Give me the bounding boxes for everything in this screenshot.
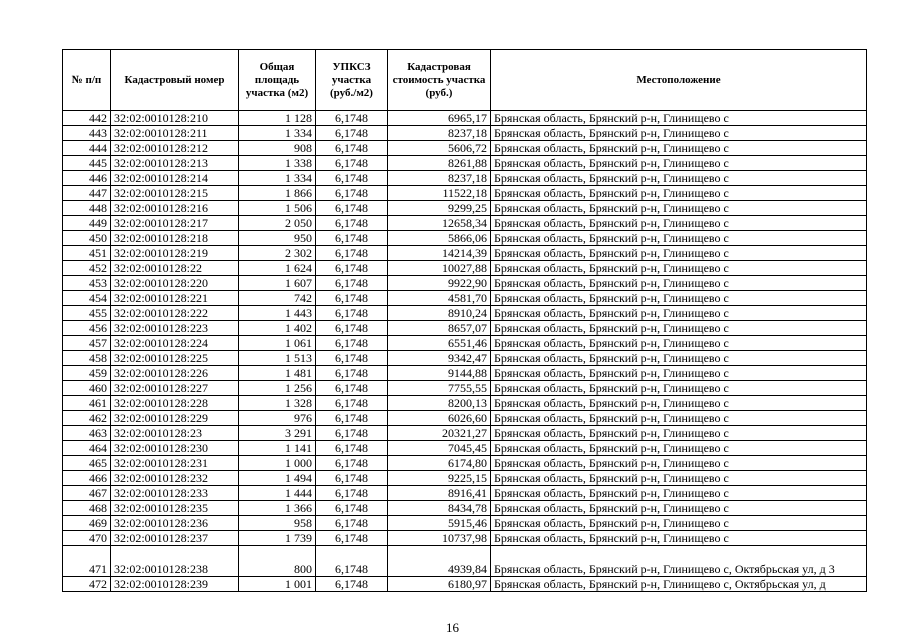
cell-cadastral-number: 32:02:0010128:217 <box>111 216 239 231</box>
cell-cadastral-value: 9922,90 <box>388 276 491 291</box>
cell-num: 452 <box>63 261 111 276</box>
cell-num: 462 <box>63 411 111 426</box>
cell-location: Брянская область, Брянский р-н, Глинищево с <box>491 351 867 366</box>
cell-cadastral-number: 32:02:0010128:214 <box>111 171 239 186</box>
cell-upksz: 6,1748 <box>316 186 388 201</box>
table-row <box>63 321 867 336</box>
table-row <box>63 246 867 261</box>
cell-location: Брянская область, Брянский р-н, Глинищево с <box>491 381 867 396</box>
cell-upksz: 6,1748 <box>316 396 388 411</box>
table-row <box>63 411 867 426</box>
header-area: Общая площадь участка (м2) <box>239 50 316 111</box>
table-row <box>63 471 867 486</box>
table-row <box>63 276 867 291</box>
cell-location: Брянская область, Брянский р-н, Глинищево с <box>491 111 867 126</box>
cell-num: 456 <box>63 321 111 336</box>
cell-upksz: 6,1748 <box>316 381 388 396</box>
cell-upksz: 6,1748 <box>316 171 388 186</box>
cell-area: 908 <box>239 141 316 156</box>
cell-area: 1 443 <box>239 306 316 321</box>
cell-num: 463 <box>63 426 111 441</box>
header-cadastral-value: Кадастровая стоимость участка (руб.) <box>388 50 491 111</box>
cell-upksz: 6,1748 <box>316 577 388 592</box>
cell-location: Брянская область, Брянский р-н, Глинищево с <box>491 156 867 171</box>
header-num: № п/п <box>63 50 111 111</box>
cell-cadastral-number: 32:02:0010128:236 <box>111 516 239 531</box>
cell-cadastral-value: 9225,15 <box>388 471 491 486</box>
cell-location: Брянская область, Брянский р-н, Глинищево с <box>491 516 867 531</box>
cell-area: 1 001 <box>239 577 316 592</box>
table-row <box>63 231 867 246</box>
table-row <box>63 456 867 471</box>
cell-area: 1 338 <box>239 156 316 171</box>
cell-upksz: 6,1748 <box>316 486 388 501</box>
cell-cadastral-number: 32:02:0010128:212 <box>111 141 239 156</box>
table-row <box>63 186 867 201</box>
cell-area: 1 328 <box>239 396 316 411</box>
cell-area: 800 <box>239 546 316 577</box>
cell-cadastral-value: 11522,18 <box>388 186 491 201</box>
cell-area: 1 866 <box>239 186 316 201</box>
cell-cadastral-number: 32:02:0010128:226 <box>111 366 239 381</box>
cell-cadastral-number: 32:02:0010128:22 <box>111 261 239 276</box>
cell-cadastral-value: 8261,88 <box>388 156 491 171</box>
cell-upksz: 6,1748 <box>316 351 388 366</box>
cell-cadastral-value: 9144,88 <box>388 366 491 381</box>
cell-upksz: 6,1748 <box>316 501 388 516</box>
cell-num: 467 <box>63 486 111 501</box>
table-row <box>63 531 867 546</box>
cell-upksz: 6,1748 <box>316 456 388 471</box>
cell-area: 1 334 <box>239 171 316 186</box>
cell-cadastral-value: 6174,80 <box>388 456 491 471</box>
cell-upksz: 6,1748 <box>316 126 388 141</box>
cell-location: Брянская область, Брянский р-н, Глинищево с <box>491 186 867 201</box>
cell-upksz: 6,1748 <box>316 276 388 291</box>
cell-cadastral-value: 8200,13 <box>388 396 491 411</box>
cell-cadastral-value: 9299,25 <box>388 201 491 216</box>
cell-upksz: 6,1748 <box>316 156 388 171</box>
cell-cadastral-number: 32:02:0010128:223 <box>111 321 239 336</box>
cell-cadastral-number: 32:02:0010128:233 <box>111 486 239 501</box>
cell-num: 464 <box>63 441 111 456</box>
cell-location: Брянская область, Брянский р-н, Глинищево с <box>491 126 867 141</box>
table-row <box>63 486 867 501</box>
cell-num: 472 <box>63 577 111 592</box>
cell-area: 1 061 <box>239 336 316 351</box>
cell-cadastral-value: 8910,24 <box>388 306 491 321</box>
cell-num: 471 <box>63 546 111 577</box>
cell-num: 446 <box>63 171 111 186</box>
cell-upksz: 6,1748 <box>316 231 388 246</box>
cell-upksz: 6,1748 <box>316 306 388 321</box>
cell-location: Брянская область, Брянский р-н, Глинищево с <box>491 261 867 276</box>
cell-num: 448 <box>63 201 111 216</box>
cell-cadastral-value: 8237,18 <box>388 171 491 186</box>
cell-cadastral-value: 12658,34 <box>388 216 491 231</box>
cell-num: 468 <box>63 501 111 516</box>
cell-upksz: 6,1748 <box>316 411 388 426</box>
cell-area: 1 402 <box>239 321 316 336</box>
cell-cadastral-number: 32:02:0010128:225 <box>111 351 239 366</box>
cell-cadastral-number: 32:02:0010128:239 <box>111 577 239 592</box>
cell-cadastral-value: 9342,47 <box>388 351 491 366</box>
cell-cadastral-value: 8657,07 <box>388 321 491 336</box>
cell-area: 1 624 <box>239 261 316 276</box>
cell-cadastral-number: 32:02:0010128:238 <box>111 546 239 577</box>
cell-location: Брянская область, Брянский р-н, Глинищево с <box>491 471 867 486</box>
cell-num: 470 <box>63 531 111 546</box>
cell-area: 742 <box>239 291 316 306</box>
cell-num: 460 <box>63 381 111 396</box>
header-location: Местоположение <box>491 50 867 111</box>
cell-num: 447 <box>63 186 111 201</box>
cell-cadastral-value: 5606,72 <box>388 141 491 156</box>
cell-num: 455 <box>63 306 111 321</box>
cell-num: 444 <box>63 141 111 156</box>
cell-location: Брянская область, Брянский р-н, Глинищево с <box>491 231 867 246</box>
cell-cadastral-number: 32:02:0010128:213 <box>111 156 239 171</box>
cell-upksz: 6,1748 <box>316 261 388 276</box>
cell-cadastral-value: 10027,88 <box>388 261 491 276</box>
cell-num: 445 <box>63 156 111 171</box>
table-row <box>63 261 867 276</box>
table-row <box>63 336 867 351</box>
cell-num: 465 <box>63 456 111 471</box>
cell-upksz: 6,1748 <box>316 111 388 126</box>
table-row <box>63 306 867 321</box>
cell-cadastral-value: 7045,45 <box>388 441 491 456</box>
table-row <box>63 546 867 577</box>
cell-area: 2 050 <box>239 216 316 231</box>
cell-num: 454 <box>63 291 111 306</box>
cell-num: 466 <box>63 471 111 486</box>
cell-area: 1 000 <box>239 456 316 471</box>
cell-cadastral-number: 32:02:0010128:211 <box>111 126 239 141</box>
cell-location: Брянская область, Брянский р-н, Глинищево с <box>491 366 867 381</box>
cell-num: 449 <box>63 216 111 231</box>
table-row <box>63 351 867 366</box>
table-row <box>63 291 867 306</box>
cell-upksz: 6,1748 <box>316 201 388 216</box>
cell-cadastral-value: 8434,78 <box>388 501 491 516</box>
cell-area: 976 <box>239 411 316 426</box>
cell-area: 950 <box>239 231 316 246</box>
cell-num: 450 <box>63 231 111 246</box>
cell-cadastral-number: 32:02:0010128:231 <box>111 456 239 471</box>
cell-area: 1 444 <box>239 486 316 501</box>
cadastral-table <box>62 49 867 592</box>
cell-location: Брянская область, Брянский р-н, Глинищево с <box>491 456 867 471</box>
cell-location: Брянская область, Брянский р-н, Глинищево с <box>491 246 867 261</box>
cell-num: 457 <box>63 336 111 351</box>
cell-area: 1 334 <box>239 126 316 141</box>
cell-area: 3 291 <box>239 426 316 441</box>
cell-cadastral-value: 6551,46 <box>388 336 491 351</box>
cell-cadastral-number: 32:02:0010128:230 <box>111 441 239 456</box>
cell-location: Брянская область, Брянский р-н, Глинищево с <box>491 396 867 411</box>
cell-cadastral-value: 8916,41 <box>388 486 491 501</box>
cell-upksz: 6,1748 <box>316 546 388 577</box>
cell-area: 1 128 <box>239 111 316 126</box>
cell-cadastral-value: 5866,06 <box>388 231 491 246</box>
cell-num: 461 <box>63 396 111 411</box>
cell-area: 1 607 <box>239 276 316 291</box>
cell-area: 1 366 <box>239 501 316 516</box>
cell-area: 1 481 <box>239 366 316 381</box>
cell-upksz: 6,1748 <box>316 246 388 261</box>
cell-area: 1 141 <box>239 441 316 456</box>
cell-cadastral-number: 32:02:0010128:216 <box>111 201 239 216</box>
cell-location: Брянская область, Брянский р-н, Глинищево с <box>491 426 867 441</box>
cell-location: Брянская область, Брянский р-н, Глинищево с <box>491 141 867 156</box>
cell-location: Брянская область, Брянский р-н, Глинищево с <box>491 171 867 186</box>
cell-area: 1 739 <box>239 531 316 546</box>
table-row <box>63 111 867 126</box>
cell-area: 1 494 <box>239 471 316 486</box>
cell-location: Брянская область, Брянский р-н, Глинищево с <box>491 201 867 216</box>
cell-upksz: 6,1748 <box>316 516 388 531</box>
table-body <box>63 111 867 592</box>
table-row <box>63 426 867 441</box>
cell-cadastral-number: 32:02:0010128:227 <box>111 381 239 396</box>
cell-cadastral-number: 32:02:0010128:224 <box>111 336 239 351</box>
cell-cadastral-value: 10737,98 <box>388 531 491 546</box>
cell-upksz: 6,1748 <box>316 336 388 351</box>
cell-cadastral-number: 32:02:0010128:235 <box>111 501 239 516</box>
cell-area: 2 302 <box>239 246 316 261</box>
cell-cadastral-value: 14214,39 <box>388 246 491 261</box>
cell-cadastral-value: 6965,17 <box>388 111 491 126</box>
table-row <box>63 201 867 216</box>
cell-upksz: 6,1748 <box>316 141 388 156</box>
cell-cadastral-value: 5915,46 <box>388 516 491 531</box>
cell-cadastral-value: 20321,27 <box>388 426 491 441</box>
table-row <box>63 501 867 516</box>
cell-num: 453 <box>63 276 111 291</box>
table-row <box>63 366 867 381</box>
cell-location: Брянская область, Брянский р-н, Глинищево с <box>491 531 867 546</box>
table-row <box>63 126 867 141</box>
cell-area: 1 256 <box>239 381 316 396</box>
cell-location: Брянская область, Брянский р-н, Глинищево с, Октябрьская ул, д <box>491 577 867 592</box>
cell-cadastral-number: 32:02:0010128:222 <box>111 306 239 321</box>
table-row <box>63 171 867 186</box>
cell-upksz: 6,1748 <box>316 426 388 441</box>
table-row <box>63 577 867 592</box>
cell-upksz: 6,1748 <box>316 441 388 456</box>
cell-area: 958 <box>239 516 316 531</box>
cell-cadastral-number: 32:02:0010128:221 <box>111 291 239 306</box>
cell-num: 459 <box>63 366 111 381</box>
cell-location: Брянская область, Брянский р-н, Глинищево с <box>491 291 867 306</box>
table-row <box>63 516 867 531</box>
cell-upksz: 6,1748 <box>316 366 388 381</box>
cell-upksz: 6,1748 <box>316 291 388 306</box>
table-row <box>63 381 867 396</box>
cell-location: Брянская область, Брянский р-н, Глинищево с <box>491 411 867 426</box>
cell-upksz: 6,1748 <box>316 321 388 336</box>
cell-location: Брянская область, Брянский р-н, Глинищево с, Октябрьская ул, д 3 <box>491 546 867 577</box>
cell-cadastral-number: 32:02:0010128:219 <box>111 246 239 261</box>
cell-cadastral-number: 32:02:0010128:215 <box>111 186 239 201</box>
table-row <box>63 396 867 411</box>
cell-cadastral-number: 32:02:0010128:218 <box>111 231 239 246</box>
cell-upksz: 6,1748 <box>316 531 388 546</box>
cell-upksz: 6,1748 <box>316 471 388 486</box>
table-row <box>63 141 867 156</box>
cell-cadastral-number: 32:02:0010128:232 <box>111 471 239 486</box>
cell-num: 443 <box>63 126 111 141</box>
page-number: 16 <box>446 620 459 635</box>
cell-location: Брянская область, Брянский р-н, Глинищево с <box>491 276 867 291</box>
cell-location: Брянская область, Брянский р-н, Глинищево с <box>491 486 867 501</box>
table-header-row <box>63 50 867 111</box>
cell-cadastral-number: 32:02:0010128:229 <box>111 411 239 426</box>
cell-cadastral-number: 32:02:0010128:237 <box>111 531 239 546</box>
cell-num: 442 <box>63 111 111 126</box>
cell-cadastral-value: 6180,97 <box>388 577 491 592</box>
cell-area: 1 506 <box>239 201 316 216</box>
cell-num: 451 <box>63 246 111 261</box>
cell-location: Брянская область, Брянский р-н, Глинищево с <box>491 501 867 516</box>
cell-location: Брянская область, Брянский р-н, Глинищево с <box>491 336 867 351</box>
cell-num: 458 <box>63 351 111 366</box>
cell-cadastral-number: 32:02:0010128:228 <box>111 396 239 411</box>
cell-location: Брянская область, Брянский р-н, Глинищево с <box>491 306 867 321</box>
header-upksz: УПКСЗ участка (руб./м2) <box>316 50 388 111</box>
cell-location: Брянская область, Брянский р-н, Глинищево с <box>491 441 867 456</box>
cell-location: Брянская область, Брянский р-н, Глинищево с <box>491 216 867 231</box>
cell-area: 1 513 <box>239 351 316 366</box>
cell-cadastral-value: 7755,55 <box>388 381 491 396</box>
cell-cadastral-value: 4581,70 <box>388 291 491 306</box>
table-row <box>63 216 867 231</box>
cell-location: Брянская область, Брянский р-н, Глинищево с <box>491 321 867 336</box>
cell-cadastral-value: 4939,84 <box>388 546 491 577</box>
cell-num: 469 <box>63 516 111 531</box>
table-row <box>63 156 867 171</box>
header-cadastral-number: Кадастровый номер <box>111 50 239 111</box>
cell-cadastral-value: 8237,18 <box>388 126 491 141</box>
cell-cadastral-value: 6026,60 <box>388 411 491 426</box>
cell-cadastral-number: 32:02:0010128:210 <box>111 111 239 126</box>
cell-cadastral-number: 32:02:0010128:220 <box>111 276 239 291</box>
table-row <box>63 441 867 456</box>
cell-cadastral-number: 32:02:0010128:23 <box>111 426 239 441</box>
cell-upksz: 6,1748 <box>316 216 388 231</box>
